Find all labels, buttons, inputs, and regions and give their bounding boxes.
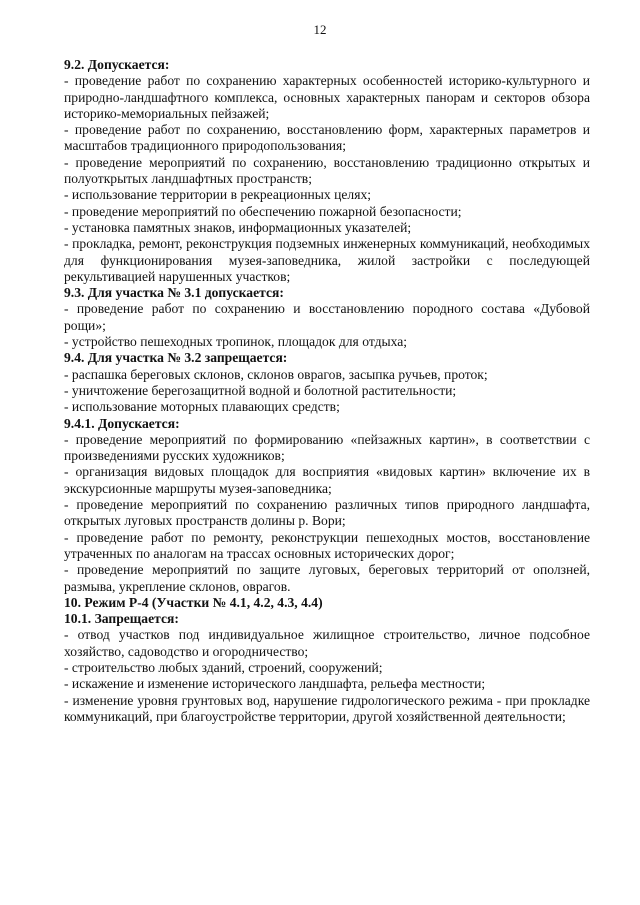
list-item: - установка памятных знаков, информационных указателей; (64, 219, 412, 235)
list-item: - проведение мероприятий по формированию «пейзажных картин», в соответствии с произведениями русских художников; (64, 431, 590, 464)
list-item: - строительство любых зданий, строений, сооружений; (64, 659, 383, 675)
list-item: - использование территории в рекреационных целях; (64, 187, 372, 203)
section-heading: 9.4. Для участка № 3.2 запрещается: (64, 350, 288, 366)
section-heading: 9.2. Допускается: (64, 57, 170, 72)
list-item: - использование моторных плавающих средств; (64, 399, 340, 415)
list-item: - отвод участков под индивидуальное жилищное строительство, личное подсобное хозяйство, садоводство и огородничество; (64, 627, 590, 659)
section-heading: 10. Режим Р-4 (Участки № 4.1, 4.2, 4.3, 4.4) (64, 594, 323, 610)
list-item: - устройство пешеходных тропинок, площадок для отдыха; (64, 334, 408, 350)
list-item: - проведение работ по сохранению, восстановлению форм, характерных параметров и масштабов традиционного природопользования; (64, 122, 590, 154)
list-item: - изменение уровня грунтовых вод, нарушение гидрологического режима - при прокладке коммуникаций, при благоустройстве территории, другой хозяйственной деятельности; (64, 692, 590, 724)
list-item: - распашка береговых склонов, склонов оврагов, засыпка ручьев, проток; (64, 366, 488, 382)
section-heading: 9.4.1. Допускается: (64, 415, 180, 431)
section-heading: 10.1. Запрещается: (64, 611, 179, 627)
list-item: - искажение и изменение исторического ландшафта, рельефа местности; (64, 676, 486, 692)
list-item: - проведение работ по ремонту, реконструкции пешеходных мостов, восстановление утраченных по аналогам на трассах основных исторических дорог; (64, 529, 590, 561)
list-item: - проведение мероприятий по защите луговых, береговых территорий от оползней, размыва, укрепление склонов, оврагов. (64, 562, 590, 594)
document-body (64, 57, 590, 725)
list-item: - проведение мероприятий по сохранению, восстановлению традиционно открытых и полуоткрытых ландшафтных пространств; (64, 154, 590, 187)
page-number: 12 (313, 22, 327, 37)
list-item: - прокладка, ремонт, реконструкция подземных инженерных коммуникаций, необходимых для функционирования музея-заповедника, жилой застройки с последующей рекультивацией нарушенных участков; (64, 236, 590, 284)
list-item: - организация видовых площадок для восприятия «видовых картин» включение их в экскурсионные маршруты музея-заповедника; (64, 464, 590, 496)
list-item: - проведение работ по сохранению характерных особенностей историко-культурного и природно-ландшафтного комплекса, основных характерных панорам и секторов обзора историко-мемориальных пейзажей; (64, 73, 590, 121)
list-item: - проведение работ по сохранению и восстановлению породного состава «Дубовой рощи»; (64, 301, 590, 333)
list-item: - проведение мероприятий по обеспечению пожарной безопасности; (64, 203, 462, 219)
list-item: - проведение мероприятий по сохранению различных типов природного ландшафта, открытых луговых пространств долины р. Вори; (64, 497, 590, 529)
list-item: - уничтожение берегозащитной водной и болотной растительности; (64, 382, 457, 398)
section-heading: 9.3. Для участка № 3.1 допускается: (64, 285, 284, 301)
